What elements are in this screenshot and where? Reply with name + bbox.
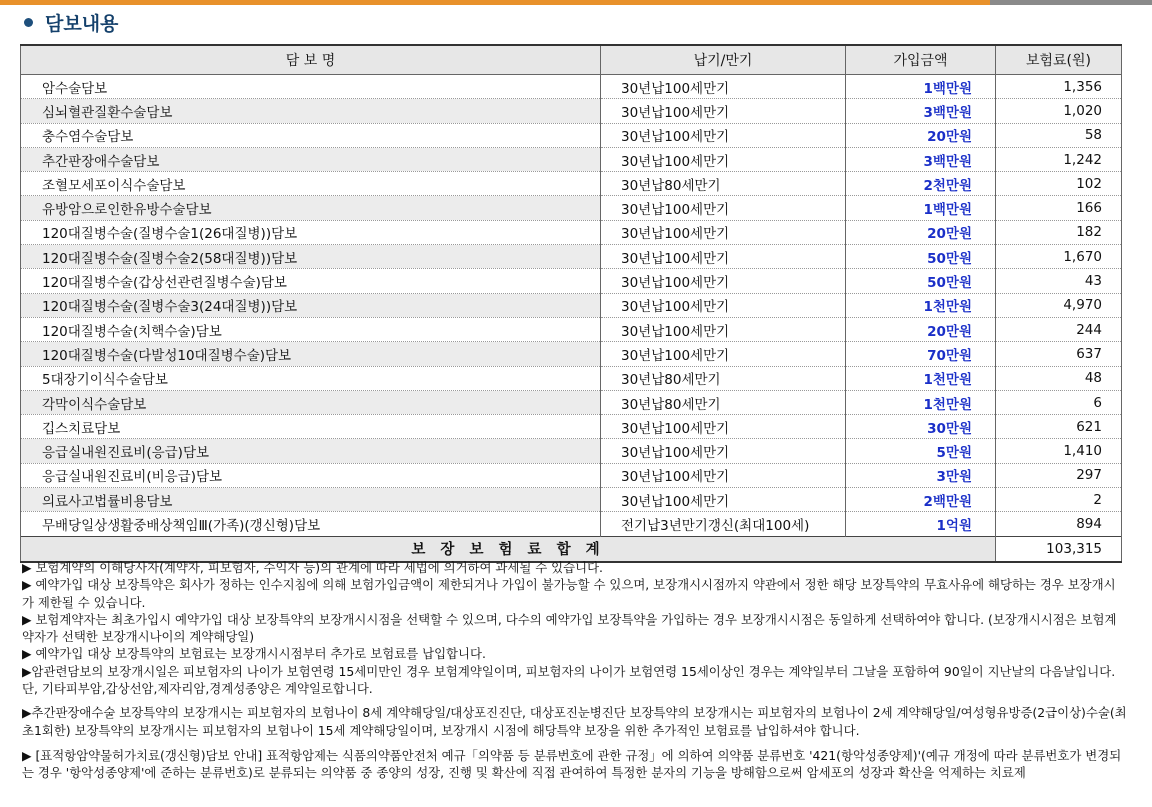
table-row — [21, 488, 1122, 512]
payment-period: 30년납100세만기 — [601, 269, 846, 293]
premium-value: 621 — [996, 415, 1122, 439]
coverage-amount: 1천만원 — [846, 366, 996, 390]
premium-value: 1,242 — [996, 147, 1122, 171]
coverage-name: 조혈모세포이식수술담보 — [21, 172, 601, 196]
header-accent-bar — [0, 0, 990, 5]
table-row — [21, 366, 1122, 390]
payment-period: 30년납100세만기 — [601, 439, 846, 463]
table-row — [21, 172, 1122, 196]
premium-value: 182 — [996, 220, 1122, 244]
premium-value: 1,356 — [996, 75, 1122, 99]
premium-value: 58 — [996, 123, 1122, 147]
table-row — [21, 342, 1122, 366]
coverage-name: 120대질병수술(질병수술3(24대질병))담보 — [21, 293, 601, 317]
coverage-name: 의료사고법률비용담보 — [21, 488, 601, 512]
note-item: ▶암관련담보의 보장개시일은 피보험자의 나이가 보험연령 15세미만인 경우 보험계약일이며, 피보험자의 나이가 보험연령 15세이상인 경우는 계약일부터 그날을 포함하여 90일이 지난날의 다음날입니다. 단, 기타피부암,갑상선암,제자리암,경계성종양은 계약일로합니다. — [22, 663, 1116, 697]
premium-value: 637 — [996, 342, 1122, 366]
premium-value: 1,410 — [996, 439, 1122, 463]
table-row — [21, 147, 1122, 171]
table-row — [21, 75, 1122, 99]
table-row — [21, 512, 1122, 536]
bullet-icon — [24, 18, 33, 27]
coverage-name: 각막이식수술담보 — [21, 390, 601, 414]
coverage-name: 응급실내원진료비(응급)담보 — [21, 439, 601, 463]
payment-period: 30년납100세만기 — [601, 147, 846, 171]
table-row — [21, 317, 1122, 341]
total-row — [21, 536, 1122, 562]
notes-section — [22, 559, 1127, 782]
premium-value: 102 — [996, 172, 1122, 196]
column-header-period: 납기/만기 — [601, 45, 846, 75]
total-label: 보 장 보 험 료 합 계 — [21, 536, 996, 562]
payment-period: 30년납100세만기 — [601, 342, 846, 366]
coverage-table — [20, 44, 1122, 563]
section-title: 담보내용 — [45, 12, 119, 35]
payment-period: 30년납100세만기 — [601, 415, 846, 439]
payment-period: 30년납80세만기 — [601, 172, 846, 196]
premium-value: 2 — [996, 488, 1122, 512]
column-header-amount: 가입금액 — [846, 45, 996, 75]
payment-period: 30년납100세만기 — [601, 196, 846, 220]
payment-period: 30년납100세만기 — [601, 293, 846, 317]
coverage-amount: 2천만원 — [846, 172, 996, 196]
table-row — [21, 196, 1122, 220]
column-header-name: 담 보 명 — [21, 45, 601, 75]
payment-period: 30년납100세만기 — [601, 123, 846, 147]
coverage-amount: 3백만원 — [846, 99, 996, 123]
coverage-amount: 1천만원 — [846, 293, 996, 317]
coverage-amount: 3만원 — [846, 463, 996, 487]
payment-period: 30년납100세만기 — [601, 99, 846, 123]
table-row — [21, 245, 1122, 269]
coverage-amount: 30만원 — [846, 415, 996, 439]
coverage-amount: 70만원 — [846, 342, 996, 366]
coverage-amount: 50만원 — [846, 269, 996, 293]
column-header-premium: 보험료(원) — [996, 45, 1122, 75]
payment-period: 30년납80세만기 — [601, 390, 846, 414]
premium-value: 48 — [996, 366, 1122, 390]
table-row — [21, 293, 1122, 317]
coverage-name: 무배당일상생활중배상책임Ⅲ(가족)(갱신형)담보 — [21, 512, 601, 536]
table-row — [21, 415, 1122, 439]
total-value: 103,315 — [996, 536, 1122, 562]
premium-value: 43 — [996, 269, 1122, 293]
coverage-name: 120대질병수술(치핵수술)담보 — [21, 317, 601, 341]
coverage-amount: 20만원 — [846, 317, 996, 341]
note-item: ▶추간판장애수술 보장특약의 보장개시는 피보험자의 보험나이 8세 계약해당일/대상포진진단, 대상포진눈병진단 보장특약의 보장개시는 피보험자의 보험나이 2세 계약해당일/여성형유방증(2급이상)수술(최초1회한) 보장특약의 보장개시는 피보험자의 보험나이 15세 계약해당일이며, 보장개시 시점에 해당특약 보장을 위한 추가적인 보험료를 납입하셔야 합니다. — [22, 705, 1127, 738]
premium-value: 6 — [996, 390, 1122, 414]
coverage-amount: 2백만원 — [846, 488, 996, 512]
coverage-name: 충수염수술담보 — [21, 123, 601, 147]
premium-value: 166 — [996, 196, 1122, 220]
coverage-name: 120대질병수술(다발성10대질병수술)담보 — [21, 342, 601, 366]
coverage-amount: 1억원 — [846, 512, 996, 536]
premium-value: 894 — [996, 512, 1122, 536]
payment-period: 30년납80세만기 — [601, 366, 846, 390]
table-row — [21, 439, 1122, 463]
table-row — [21, 390, 1122, 414]
premium-value: 1,020 — [996, 99, 1122, 123]
payment-period: 30년납100세만기 — [601, 317, 846, 341]
note-item: ▶ 예약가입 대상 보장특약은 회사가 정하는 인수지침에 의해 보험가입금액이 제한되거나 가입이 불가능할 수 있으며, 보장개시시점까지 약관에서 정한 해당 보장특약의 무효사유에 해당하는 경우 보장개시가 제한될 수 있습니다. — [22, 577, 1116, 610]
premium-value: 4,970 — [996, 293, 1122, 317]
note-item: ▶ [표적항암약물허가치료(갱신형)담보 안내] 표적항암제는 식품의약품안전처 예규「의약품 등 분류번호에 관한 규정」에 의하여 의약품 분류번호 '421(항악성종양제)'(예규 개정에 따라 분류번호가 변경되는 경우 '항악성종양제'에 준하는 분류번호)로 분류되는 의약품 중 종양의 성장, 진행 및 확산에 직접 관여하여 특정한 분자의 기능을 방해함으로써 암세포의 성장과 확산을 억제하는 치료제 — [22, 747, 1122, 781]
coverage-amount: 5만원 — [846, 439, 996, 463]
table-row — [21, 99, 1122, 123]
coverage-name: 응급실내원진료비(비응급)담보 — [21, 463, 601, 487]
table-row — [21, 123, 1122, 147]
table-row — [21, 463, 1122, 487]
payment-period: 30년납100세만기 — [601, 220, 846, 244]
coverage-name: 깁스치료담보 — [21, 415, 601, 439]
coverage-amount: 1백만원 — [846, 196, 996, 220]
coverage-amount: 1백만원 — [846, 75, 996, 99]
payment-period: 30년납100세만기 — [601, 463, 846, 487]
table-row — [21, 220, 1122, 244]
note-item: ▶ 보험계약의 이해당사자(계약자, 피보험자, 수익자 등)의 관계에 따라 세법에 의거하여 과세될 수 있습니다. — [22, 560, 603, 575]
coverage-name: 추간판장애수술담보 — [21, 147, 601, 171]
coverage-name: 120대질병수술(질병수술1(26대질병))담보 — [21, 220, 601, 244]
table-header-row — [21, 45, 1122, 75]
payment-period: 전기납3년만기갱신(최대100세) — [601, 512, 846, 536]
coverage-name: 120대질병수술(갑상선관련질병수술)담보 — [21, 269, 601, 293]
header-accent-bar-gray — [990, 0, 1152, 5]
coverage-name: 암수술담보 — [21, 75, 601, 99]
coverage-amount: 50만원 — [846, 245, 996, 269]
payment-period: 30년납100세만기 — [601, 488, 846, 512]
coverage-name: 유방암으로인한유방수술담보 — [21, 196, 601, 220]
coverage-amount: 20만원 — [846, 123, 996, 147]
payment-period: 30년납100세만기 — [601, 245, 846, 269]
premium-value: 297 — [996, 463, 1122, 487]
coverage-amount: 3백만원 — [846, 147, 996, 171]
payment-period: 30년납100세만기 — [601, 75, 846, 99]
premium-value: 1,670 — [996, 245, 1122, 269]
table-row — [21, 269, 1122, 293]
premium-value: 244 — [996, 317, 1122, 341]
coverage-name: 120대질병수술(질병수술2(58대질병))담보 — [21, 245, 601, 269]
section-heading — [24, 9, 118, 35]
coverage-name: 5대장기이식수술담보 — [21, 366, 601, 390]
coverage-amount: 20만원 — [846, 220, 996, 244]
coverage-amount: 1천만원 — [846, 390, 996, 414]
note-item: ▶ 예약가입 대상 보장특약의 보험료는 보장개시시점부터 추가로 보험료를 납입합니다. — [22, 646, 486, 662]
coverage-name: 심뇌혈관질환수술담보 — [21, 99, 601, 123]
note-item: ▶ 보험계약자는 최초가입시 예약가입 대상 보장특약의 보장개시시점을 선택할 수 있으며, 다수의 예약가입 보장특약을 가입하는 경우 보장개시시점은 동일하게 선택하여야 합니다. (보장개시시점은 보험계약자가 선택한 보장개시나이의 계약해당일) — [22, 611, 1117, 645]
